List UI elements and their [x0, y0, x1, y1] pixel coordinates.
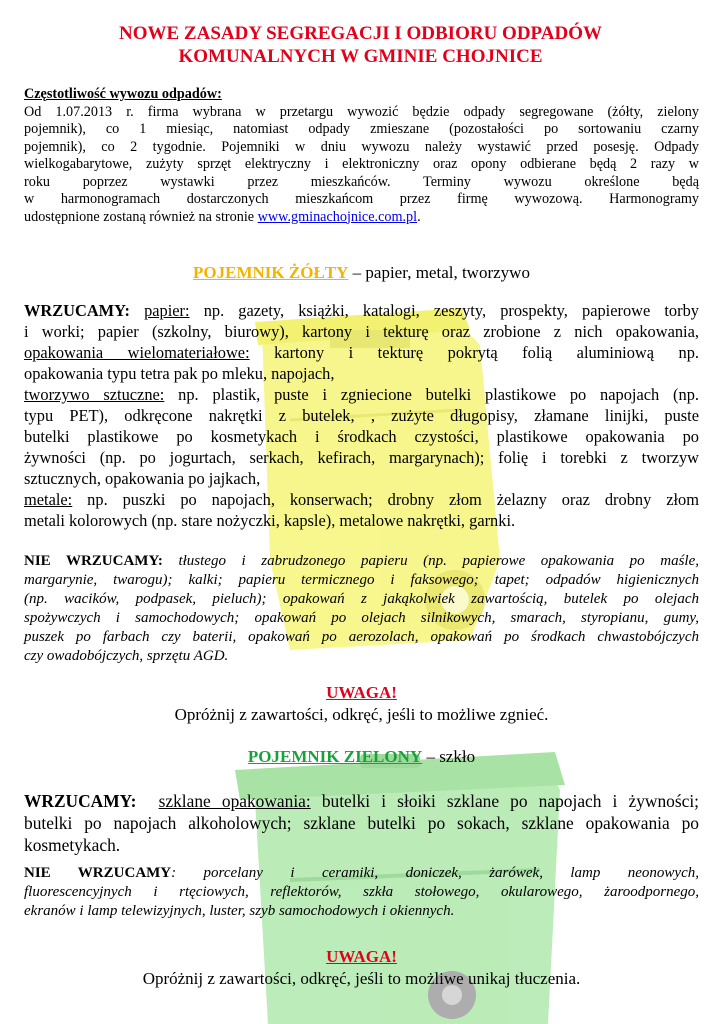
yellow-accepted-line — [24, 384, 699, 405]
green-accepted-line — [24, 790, 699, 812]
frequency-last-suffix: . — [417, 208, 421, 225]
yellow-accepted — [24, 300, 699, 531]
green-bin-heading — [24, 746, 699, 768]
green-rejected-line: ekranów i lamp telewizyjnych, luster, szyb samochodowych i okiennych. — [24, 903, 455, 919]
yellow-out-text: tłustego i zabrudzonego papieru (np. papierowe opakowania po maśle, — [162, 553, 699, 569]
yellow-accepted-line: butelki plastikowe po kosmetykach i środkach czystości, plastikowe opakowania po — [24, 427, 699, 446]
green-bin-subtitle: – szkło — [422, 747, 476, 766]
website-link[interactable]: www.gminachojnice.com.pl — [257, 208, 418, 225]
yellow-rejected-line: spożywczych i samochodowych; opakowań po olejach silnikowych, smarach, styropianu, gumy, — [24, 610, 699, 626]
green-rejected-line: fluorescencyjnych i rtęciowych, reflektorów, szkła stołowego, okularowego, żaroodpornego, — [24, 884, 699, 900]
yellow-accepted-line — [24, 342, 699, 363]
frequency-line: pojemnik), co 2 tygodnie. Pojemniki w dniu wywozu należy wystawić przed posesję. Odpady — [24, 138, 699, 155]
yellow-rejected-line: (np. wacików, podpasek, pieluch); opakowań z jakąkolwiek zawartością, butelek po olejach — [24, 591, 699, 607]
yellow-accepted-line: żywności (np. po jogurtach, serkach, kefirach, margarynach); folię i torebki z tworzyw — [24, 448, 699, 467]
yellow-rejected-line: margarynie, twarogu); kalki; papieru termicznego i faksowego; tapet; odpadów higienicznych — [24, 572, 699, 588]
metal-text: np. puszki po napojach, konserwach; drobny złom żelazny oraz drobny złom — [72, 490, 699, 509]
paper-text: np. gazety, książki, katalogi, zeszyty, prospekty, papierowe torby — [189, 301, 699, 320]
yellow-out-label: NIE WRZUCAMY: — [24, 553, 163, 569]
frequency-last-line — [24, 209, 699, 227]
page-title — [0, 22, 721, 68]
green-bin-title: POJEMNIK ZIELONY — [247, 747, 423, 766]
green-warning-title: UWAGA! — [326, 947, 397, 966]
plastic-label: tworzywo sztuczne: — [24, 385, 165, 404]
multi-material-label: opakowania wielomateriałowe: — [24, 343, 250, 362]
yellow-accepted-line: i worki; papier (szkolny, biurowy), kartony i tekturę oraz zrobione z nich opakowania, — [24, 322, 699, 341]
green-in-label: WRZUCAMY: — [24, 791, 137, 811]
title-line-2: KOMUNALNYCH W GMINIE CHOJNICE — [178, 46, 543, 67]
yellow-warning-text: Opróżnij z zawartości, odkręć, jeśli to możliwe zgnieć. — [174, 705, 549, 724]
green-rejected-line — [24, 864, 699, 883]
frequency-line: roku poprzez wystawki przez mieszkańców. Terminy wywozu określone będą — [24, 173, 699, 190]
yellow-accepted-line: opakowania typu tetra pak po mleku, napojach, — [24, 364, 335, 383]
yellow-accepted-line: metali kolorowych (np. stare nożyczki, kapsle), metalowe nakrętki, garnki. — [24, 511, 516, 530]
frequency-last-prefix: udostępnione zostaną również na stronie — [24, 208, 258, 225]
paper-label: papier: — [144, 301, 190, 320]
yellow-rejected-line: puszek po farbach czy baterii, opakowań po aerozolach, opakowań po środkach chwastobójczych — [24, 629, 699, 645]
green-warning — [24, 946, 699, 990]
frequency-heading: Częstotliwość wywozu odpadów: — [24, 86, 222, 102]
yellow-bin-heading — [24, 262, 699, 284]
frequency-line: wielkogabarytowe, zużyty sprzęt elektryczny i elektroniczny oraz opony odbierane będą 2 razy w — [24, 156, 699, 172]
frequency-line: pojemnik), co 1 miesiąc, natomiast odpady zmieszane (pozostałości po sortowaniu czarny — [24, 121, 699, 137]
green-accepted-line: kosmetykach. — [24, 835, 121, 855]
yellow-bin-title: POJEMNIK ŻÓŁTY — [193, 263, 349, 282]
glass-label: szklane opakowania: — [158, 791, 311, 811]
green-out-label: NIE WRZUCAMY — [24, 865, 172, 881]
yellow-accepted-line — [24, 489, 699, 510]
yellow-bin-subtitle: – papier, metal, tworzywo — [348, 263, 530, 282]
title-line-1: NOWE ZASADY SEGREGACJI I ODBIORU ODPADÓW — [119, 23, 602, 44]
green-accepted-line: butelki po napojach alkoholowych; szklane butelki po sokach, szklane opakowania po — [24, 813, 699, 833]
yellow-accepted-line: typu PET), odkręcone nakrętki z butelek, , zużyte długopisy, złamane linijki, puste — [24, 406, 699, 425]
yellow-rejected — [24, 552, 699, 666]
green-rejected — [24, 864, 699, 921]
green-out-text: : porcelany i ceramiki, doniczek, żarówek, lamp neonowych, — [171, 865, 699, 881]
metal-label: metale: — [24, 490, 73, 509]
yellow-accepted-line: sztucznych, opakowania po jajkach, — [24, 469, 261, 488]
yellow-warning — [24, 682, 699, 726]
frequency-section — [24, 86, 699, 226]
yellow-rejected-line: czy owadobójczych, sprzętu AGD. — [24, 648, 229, 664]
yellow-warning-title: UWAGA! — [326, 683, 397, 702]
glass-text: butelki i słoiki szklane po napojach i żywności; — [310, 791, 699, 811]
multi-material-text: kartony i tekturę pokrytą folią aluminiową np. — [249, 343, 699, 362]
plastic-text: np. plastik, puste i zgniecione butelki plastikowe po napojach (np. — [164, 385, 699, 404]
frequency-line: Od 1.07.2013 r. firma wybrana w przetargu wywozić będzie odpady segregowane (żółty, zielony — [24, 103, 699, 120]
green-warning-text: Opróżnij z zawartości, odkręć, jeśli to możliwe unikaj tłuczenia. — [142, 969, 581, 988]
yellow-rejected-line — [24, 552, 699, 571]
green-accepted — [24, 790, 699, 856]
yellow-accepted-line — [24, 300, 699, 321]
yellow-in-label: WRZUCAMY: — [24, 301, 130, 320]
frequency-line: w harmonogramach dostarczonych mieszkańcom przez firmę wywozową. Harmonogramy — [24, 191, 699, 207]
